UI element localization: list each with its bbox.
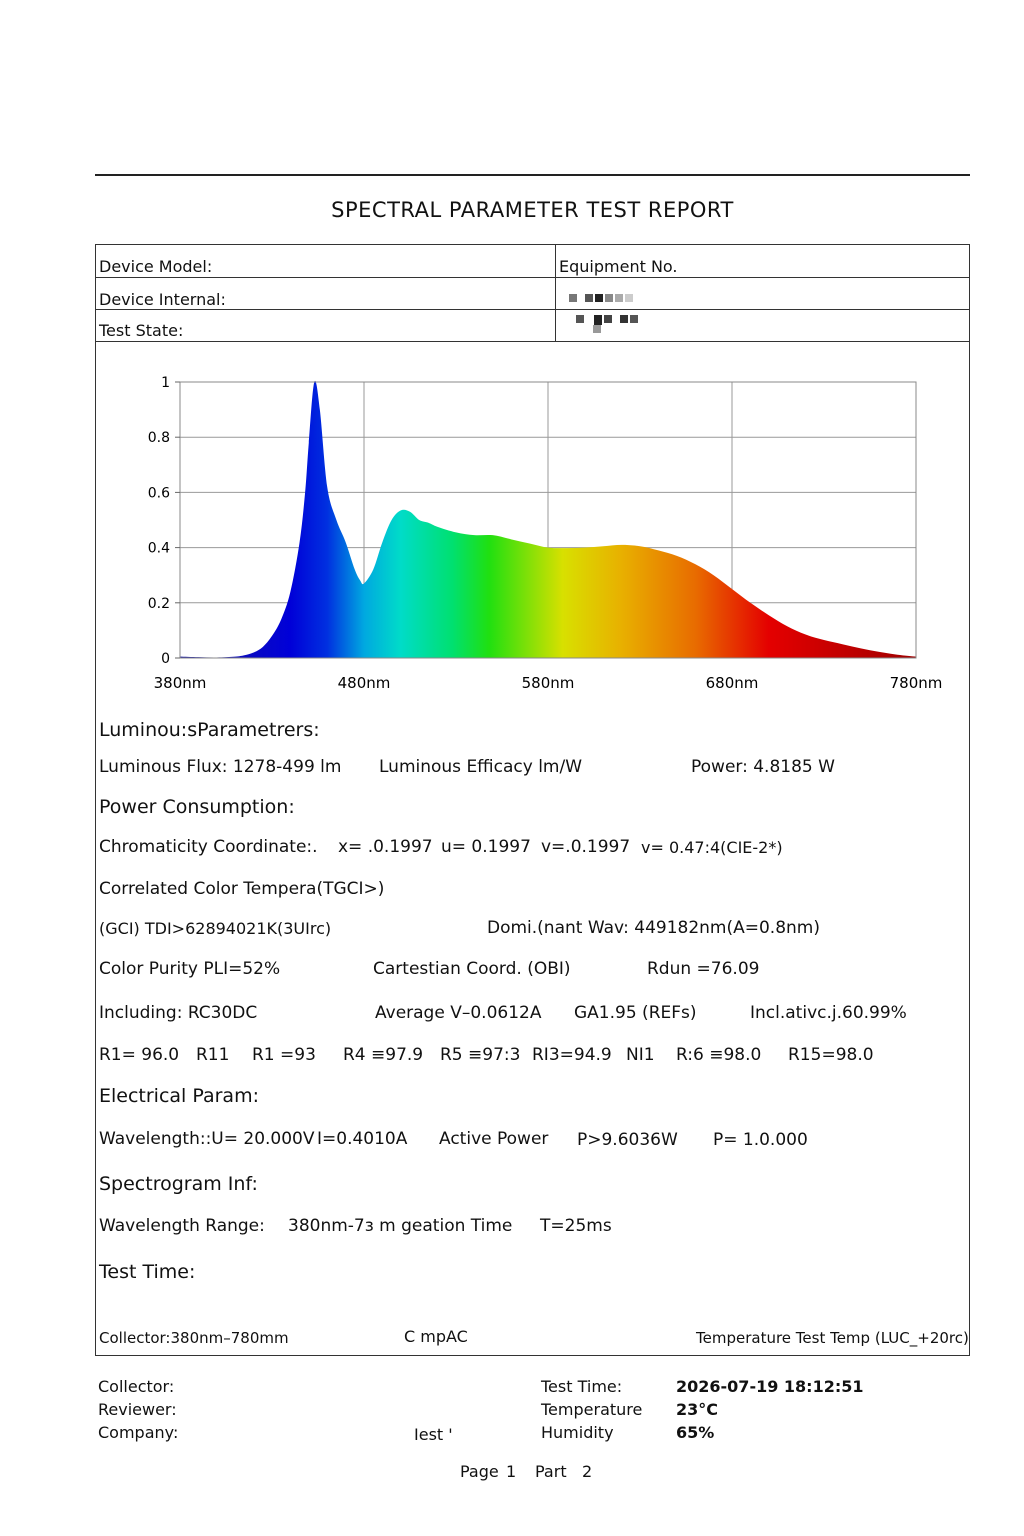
header-row-divider — [96, 277, 969, 278]
chromaticity-label: Chromaticity Coordinate:. — [99, 837, 318, 857]
test-time-heading: Test Time: — [99, 1261, 196, 1283]
inclative-value: Incl.ativc.j.60.99% — [750, 1003, 907, 1023]
x-tick-label: 680nm — [705, 674, 759, 692]
header-row-divider — [96, 309, 969, 310]
compact-label: C mpAC — [404, 1327, 468, 1346]
x-tick-label: 580nm — [521, 674, 575, 692]
temperature-value: 23°C — [676, 1400, 719, 1419]
r-value: R1 =93 — [252, 1045, 316, 1065]
average-value: Average V–0.0612A — [375, 1003, 542, 1023]
electrical-param-heading: Electrical Param: — [99, 1085, 259, 1107]
part-label: Part — [535, 1462, 567, 1481]
r-value: R5 ≡97:3 — [440, 1045, 521, 1065]
humidity-value: 65% — [676, 1423, 715, 1442]
active-power-value: P>9.6036W — [577, 1130, 678, 1150]
luminous-flux: Luminous Flux: 1278-499 lm — [99, 757, 342, 777]
including-value: Including: RC30DC — [99, 1003, 258, 1023]
device-internal-label: Device Internal: — [99, 290, 226, 309]
equipment-no-label: Equipment No. — [559, 257, 678, 276]
cct-value: (GCI) TDI>62894021K(3UIrc) — [99, 919, 332, 938]
integration-time-value: T=25ms — [540, 1216, 612, 1236]
color-purity: Color Purity PLI=52% — [99, 959, 281, 979]
device-model-label: Device Model: — [99, 257, 213, 276]
y-tick-label: 1 — [161, 375, 170, 391]
ga-value: GA1.95 (REFs) — [574, 1003, 697, 1023]
r-value: R1= 96.0 — [99, 1045, 180, 1065]
r-value: R11 — [196, 1045, 230, 1065]
power-consumption-heading: Power Consumption: — [99, 796, 295, 818]
active-power-label: Active Power — [439, 1129, 549, 1149]
chromaticity-x: x= .0.1997 — [338, 837, 433, 857]
header-column-divider — [555, 245, 556, 341]
x-tick-label: 380nm — [153, 674, 207, 692]
page-number: 1 — [506, 1462, 517, 1481]
chromaticity-v-cie: v= 0.47:4(CIE-2*) — [641, 838, 783, 857]
report-title: SPECTRAL PARAMETER TEST REPORT — [331, 198, 734, 222]
r-value: R15=98.0 — [788, 1045, 874, 1065]
y-tick-label: 0.2 — [147, 595, 170, 612]
power-factor-value: P= 1.0.000 — [713, 1130, 808, 1150]
redacted-state-value — [576, 315, 638, 325]
report-frame — [95, 244, 970, 1356]
r-value: NI1 — [626, 1045, 655, 1065]
company-label: Company: — [98, 1423, 179, 1442]
temperature-label: Temperature — [541, 1400, 643, 1419]
temperature-line: Temperature Test Temp (LUC_+20rc) — [696, 1329, 969, 1347]
wavelength-range-label: Wavelength Range: — [99, 1216, 265, 1236]
power-value: Power: 4.8185 W — [691, 757, 835, 777]
dominant-wavelength: Domi.(nant Wav: 449182nm(A=0.8nm) — [487, 918, 820, 938]
r-value: R:6 ≡98.0 — [676, 1045, 762, 1065]
redacted-equipment-value — [569, 294, 633, 302]
cct-heading: Correlated Color Tempera(TGCI>) — [99, 879, 385, 899]
chromaticity-u: u= 0.1997 — [441, 837, 531, 857]
x-tick-label: 480nm — [337, 674, 391, 692]
x-tick-label: 780nm — [889, 674, 943, 692]
y-tick-label: 0.8 — [147, 430, 170, 447]
part-number: 2 — [582, 1462, 593, 1481]
spectrum-chart — [96, 342, 969, 702]
luminous-efficacy: Luminous Efficacy lm/W — [379, 757, 583, 777]
collector-range: Collector:380nm–780mm — [99, 1329, 289, 1347]
y-tick-label: 0.6 — [147, 485, 170, 502]
r-value: R4 ≡97.9 — [343, 1045, 424, 1065]
spectrogram-heading: Spectrogram Inf: — [99, 1173, 258, 1195]
reviewer-label: Reviewer: — [98, 1400, 177, 1419]
page-label: Page — [460, 1462, 499, 1481]
ra-value: Rdun =76.09 — [647, 959, 760, 979]
chromaticity-v: v=.0.1997 — [541, 837, 631, 857]
r-value: RI3=94.9 — [532, 1045, 612, 1065]
humidity-label: Humidity — [541, 1423, 614, 1442]
y-tick-label: 0 — [161, 651, 170, 667]
company-value: Iest ' — [414, 1425, 453, 1444]
cartesian-coord: Cartestian Coord. (OBI) — [373, 959, 571, 979]
redacted-state-value-2 — [593, 325, 601, 333]
test-time-value: 2026-07-19 18:12:51 — [676, 1377, 864, 1396]
current-value: I=0.4010A — [317, 1129, 408, 1149]
wavelength-range-value: 380nm-7з m geation Time — [288, 1216, 513, 1236]
luminous-parameters-heading: Luminou:sParametrers: — [99, 719, 320, 741]
collector-label: Collector: — [98, 1377, 175, 1396]
top-rule — [95, 174, 970, 176]
test-state-label: Test State: — [99, 321, 184, 340]
y-tick-label: 0.4 — [147, 540, 170, 557]
test-time-label: Test Time: — [541, 1377, 623, 1396]
voltage-value: Wavelength::U= 20.000V — [99, 1129, 315, 1149]
